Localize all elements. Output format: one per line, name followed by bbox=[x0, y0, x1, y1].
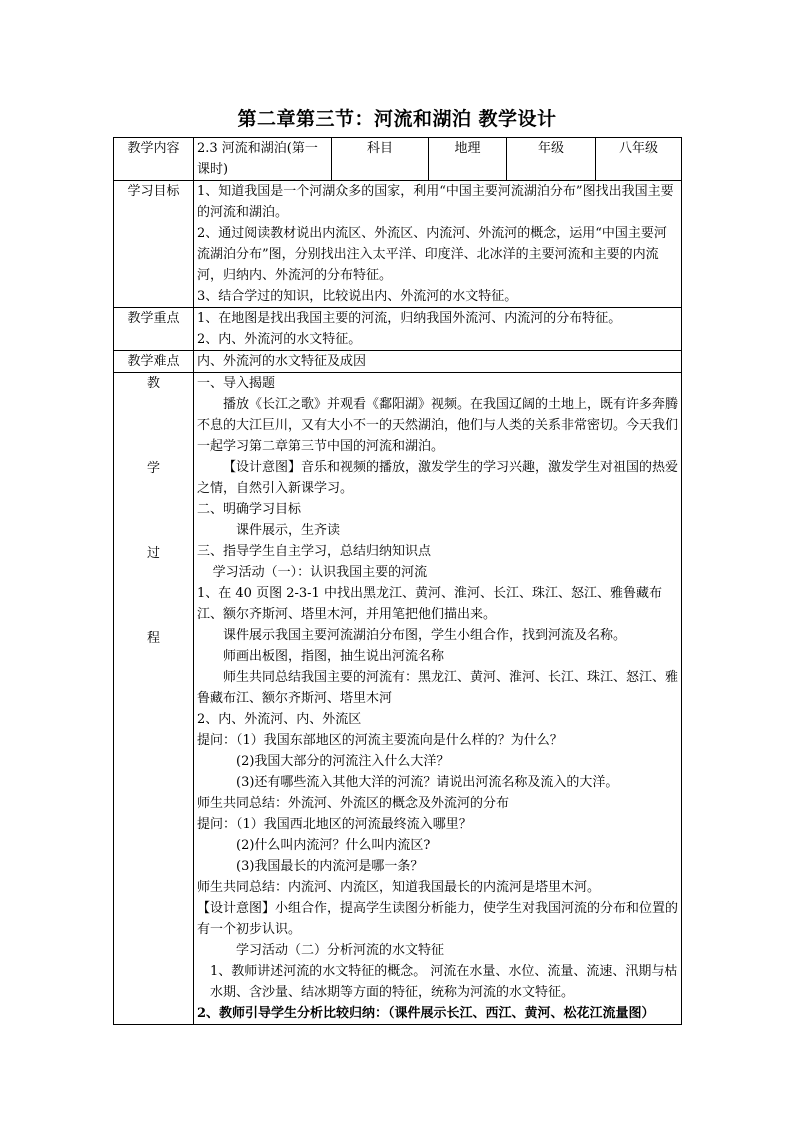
objective-line: 1、知道我国是一个河湖众多的国家，利用“中国主要河流湖泊分布”图找出我国主要的河流和湖泊。 bbox=[197, 184, 674, 220]
process-label-char: 过 bbox=[146, 546, 160, 561]
process-line: 1、在 40 页图 2-3-1 中找出黑龙江、黄河、淮河、长江、珠江、怒江、雅鲁藏布江、额尔齐斯河、塔里木河，并用笔把他们描出来。 bbox=[197, 586, 662, 622]
process-label bbox=[114, 373, 194, 1025]
process-line: 提问：（1）我国西北地区的河流最终流入哪里？ bbox=[197, 817, 472, 832]
difficulties-content: 内、外流河的水文特征及成因 bbox=[194, 351, 682, 373]
header-row bbox=[114, 138, 682, 181]
grade-label: 年级 bbox=[507, 138, 596, 181]
subject-value: 地理 bbox=[429, 138, 507, 181]
process-line: 【设计意图】小组合作，提高学生读图分析能力，使学生对我国河流的分布和位置的有一个初步认识。 bbox=[197, 901, 679, 937]
process-line: 课件展示我国主要河流湖泊分布图，学生小组合作，找到河流及名称。 bbox=[223, 628, 627, 643]
process-line: 播放《长江之歌》并观看《鄱阳湖》视频。在我国辽阔的土地上，既有许多奔腾不息的大江巨川，又有大小不一的天然湖泊，他们与人类的关系非常密切。今天我们一起学习第二章第三节中国的河流和湖泊。 bbox=[197, 397, 679, 454]
process-line: 学习活动（二）分析河流的水文特征 bbox=[236, 943, 445, 958]
process-label-char: 学 bbox=[146, 461, 160, 476]
lesson-plan-table bbox=[113, 137, 682, 1025]
content-label: 教学内容 bbox=[114, 138, 194, 181]
process-line: (2)我国大部分的河流注入什么大洋？ bbox=[236, 754, 450, 769]
key-point-line: 2、内、外流河的水文特征。 bbox=[197, 332, 362, 347]
process-line: 学习活动（一）：认识我国主要的河流 bbox=[212, 565, 428, 580]
subject-label: 科目 bbox=[332, 138, 429, 181]
key-points-content bbox=[194, 308, 682, 351]
key-point-line: 1、在地图是找出我国主要的河流，归纳我国外流河、内流河的分布特征。 bbox=[197, 311, 622, 326]
process-line: 2、教师引导学生分析比较归纳：（课件展示长江、西江、黄河、松花江流量图） bbox=[197, 1006, 655, 1021]
process-line: 师生共同总结：内流河、内流区，知道我国最长的内流河是塔里木河。 bbox=[197, 880, 601, 895]
process-line: 师画出板图，指图，抽生说出河流名称 bbox=[223, 649, 445, 664]
difficulties-label: 教学难点 bbox=[114, 351, 194, 373]
objectives-row bbox=[114, 181, 682, 308]
process-row bbox=[114, 373, 682, 1025]
process-line: 师生共同总结：外流河、外流区的概念及外流河的分布 bbox=[197, 796, 510, 811]
key-points-label: 教学重点 bbox=[114, 308, 194, 351]
difficulties-row bbox=[114, 351, 682, 373]
process-label-char: 程 bbox=[146, 631, 160, 646]
process-line: 一、导入揭题 bbox=[197, 376, 276, 391]
objective-line: 3、结合学过的知识，比较说出内、外流河的水文特征。 bbox=[197, 289, 518, 304]
process-label-char: 教 bbox=[146, 376, 160, 391]
process-line: 二、明确学习目标 bbox=[197, 502, 302, 517]
page-title: 第二章第三节：河流和湖泊 教学设计 bbox=[237, 108, 557, 130]
process-line: 三、指导学生自主学习，总结归纳知识点 bbox=[197, 544, 432, 559]
process-line: 【设计意图】音乐和视频的播放，激发学生的学习兴趣，激发学生对祖国的热爱之情，自然引入新课学习。 bbox=[197, 460, 679, 496]
content-value: 2.3 河流和湖泊(第一课时) bbox=[194, 138, 332, 181]
objective-line: 2、通过阅读教材说出内流区、外流区、内流河、外流河的概念，运用“中国主要河流湖泊分布”图，分别找出注入太平洋、印度洋、北冰洋的主要河流和主要的内流河，归纳内、外流河的分布特征。 bbox=[197, 226, 667, 283]
process-line: (3)还有哪些流入其他大洋的河流？请说出河流名称及流入的大洋。 bbox=[236, 775, 619, 790]
objectives-content bbox=[194, 181, 682, 308]
grade-value: 八年级 bbox=[596, 138, 682, 181]
process-content bbox=[194, 373, 682, 1025]
key-points-row bbox=[114, 308, 682, 351]
process-line: 课件展示，生齐读 bbox=[236, 523, 341, 538]
process-line: 1、教师讲述河流的水文特征的概念。 河流在水量、水位、流量、流速、汛期与枯水期、含沙量、结冰期等方面的特征，统称为河流的水文特征。 bbox=[210, 964, 678, 1000]
objectives-label: 学习目标 bbox=[114, 181, 194, 308]
process-line: (3)我国最长的内流河是哪一条？ bbox=[236, 859, 424, 874]
process-line: 提问：（1）我国东部地区的河流主要流向是什么样的？为什么？ bbox=[197, 733, 563, 748]
process-line: 2、内、外流河、内、外流区 bbox=[197, 712, 362, 727]
process-line: 师生共同总结我国主要的河流有：黑龙江、黄河、淮河、长江、珠江、怒江、雅鲁藏布江、额尔齐斯河、塔里木河 bbox=[197, 670, 679, 706]
process-line: (2)什么叫内流河？什么叫内流区? bbox=[236, 838, 431, 853]
